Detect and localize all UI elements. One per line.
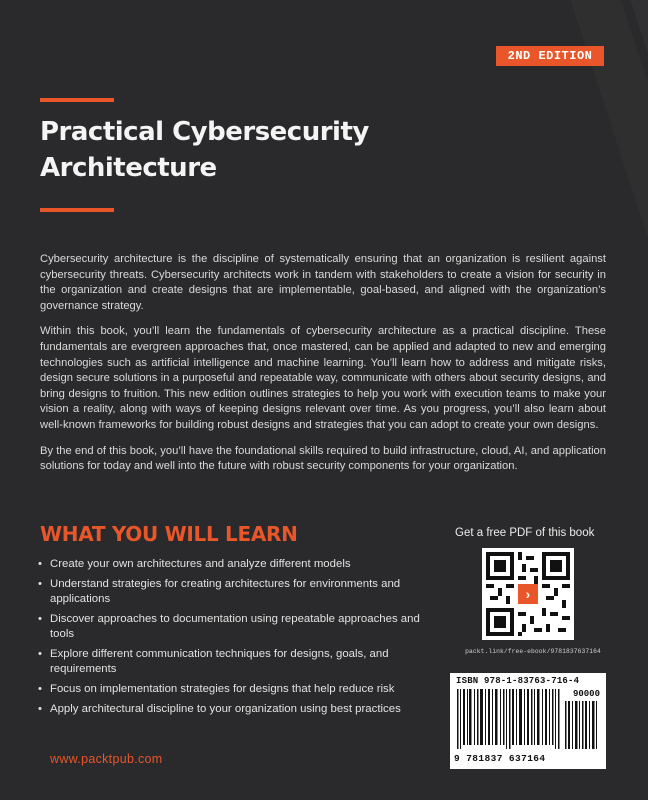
learn-item: • Discover approaches to documentation using repeatable approaches and tools [38,612,428,642]
learn-list [38,557,428,722]
learn-heading: WHAT YOU WILL LEARN [40,522,298,546]
packt-logo-icon: › [518,584,538,604]
isbn-text: ISBN 978-1-83763-716-4 [456,676,580,686]
description-paragraph: Within this book, you’ll learn the fundamentals of cybersecurity architecture as a practical discipline. These fundamentals are evergreen approaches that, once mastered, can be applied and adapted to new and emerging technologies such as artificial intelligence and machine learning. You’ll learn how to address and mitigate risks, design secure solutions in a purposeful and repeatable way, communicate with others about security designs, and bring designs to fruition. This new edition outlines strategies to help you work with execution teams to make your vision a reality, along with ways of keeping designs relevant over time. As you progress, you’ll also learn about well-known frameworks for building robust designs and strategies that you can adopt to create your own designs. [40,325,606,431]
publisher-website[interactable]: www.packtpub.com [50,752,163,766]
ean-number: 9 781837 637164 [454,753,546,764]
isbn-barcode [450,673,606,769]
learn-item: • Understand strategies for creating architectures for environments and applications [38,577,428,607]
title-bottom-rule [40,208,114,212]
free-ebook-url[interactable]: packt.link/free-ebook/9781837637164 [465,648,601,655]
description-paragraph: By the end of this book, you’ll have the foundational skills required to build infrastructure, cloud, AI, and application solutions for today and well into the future with robust security components for your organization. [40,444,606,473]
description-paragraph: Cybersecurity architecture is the discipline of systematically ensuring that an organization is resilient against cybersecurity threats. Cybersecurity architects work in tandem with stakeholders to create a vision for security in the organization and create designs that are implementable, goal-based, and aligned with the organization’s governance strategy. [40,253,606,312]
book-title: Practical Cybersecurity Architecture [40,117,369,183]
edition-badge: 2ND EDITION [496,46,604,66]
barcode-icon [456,689,560,749]
learn-item: • Explore different communication techniques for designs, goals, and requirements [38,647,428,677]
learn-item: • Focus on implementation strategies for designs that help reduce risk [38,682,428,697]
price-barcode-icon [564,701,600,749]
qr-code[interactable] [482,548,574,640]
learn-item: • Create your own architectures and analyze different models [38,557,428,572]
free-pdf-label: Get a free PDF of this book [455,527,595,539]
price-code: 90000 [572,689,600,699]
title-top-rule [40,98,114,102]
book-description [40,252,606,485]
learn-item: • Apply architectural discipline to your organization using best practices [38,702,428,717]
